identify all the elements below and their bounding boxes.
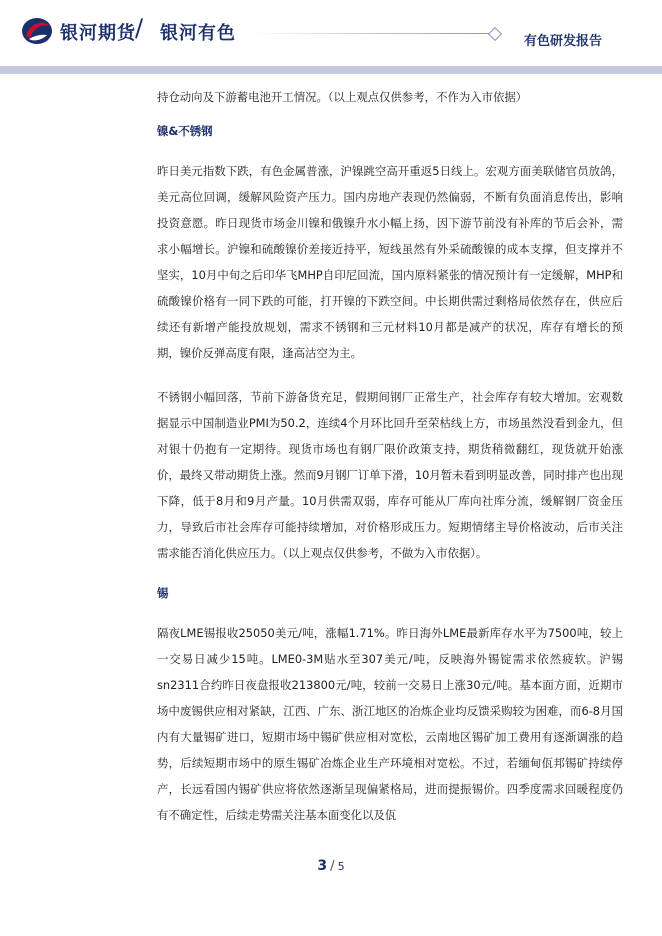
page-separator: / <box>330 859 335 874</box>
section-heading-tin: 锡 <box>157 586 169 600</box>
header-band <box>0 66 662 74</box>
nickel-paragraph-1: 昨日美元指数下跌，有色金属普涨，沪镍跳空高开重返5日线上。宏观方面美联储官员放鸽，美元高位回调，缓解风险资产压力。国内房地产表现仍然偏弱，不断有负面消息传出，影响投资意愿。昨日现货市场金川镍和俄镍升水小幅上扬，因下游节前没有补库的节后会补，需求小幅增长。沪镍和硫酸镍价差接近持平，短线虽然有外采硫酸镍的成本支撑，但支撑并不坚实，10月中旬之后印华飞MHP自印尼回流，国内原料紧张的情况预计有一定缓解，MHP和硫酸镍价格有一同下跌的可能，打开镍的下跌空间。中长期供需过剩格局依然存在，供应后续还有新增产能投放规划，需求不锈钢和三元材料10月都是减产的状况，库存有增长的预期，镍价反弹高度有限，逢高沽空为主。 <box>157 164 623 360</box>
section-heading-nickel: 镍&不锈钢 <box>157 124 213 138</box>
page-total: 5 <box>337 860 345 873</box>
brand-subtitle: 银河有色 <box>160 23 236 44</box>
page-header <box>0 0 662 74</box>
intro-line: 持仓动向及下游蓄电池开工情况。（以上观点仅供参考，不作为入市依据） <box>157 90 528 104</box>
report-body <box>157 84 623 828</box>
page-number <box>0 858 662 874</box>
brand-name: 银河期货 <box>60 23 136 44</box>
report-type-label: 有色研发报告 <box>523 34 602 49</box>
galaxy-futures-logo-icon <box>20 16 54 46</box>
stainless-paragraph: 不锈钢小幅回落，节前下游备货充足，假期间钢厂正常生产，社会库存有较大增加。宏观数据显示中国制造业PMI为50.2，连续4个月环比回升至荣枯线上方，市场虽然没看到金九，但对银十仍抱有一定期待。现货市场也有钢厂限价政策支持，期货稍微翻红，现货就开始涨价，最终又带动期货上涨。然而9月钢厂订单下滑，10月暂未看到明显改善，同时排产也出现下降，低于8月和9月产量。10月供需双弱，库存可能从厂库向社库分流，缓解钢厂资金压力，导致后市社会库存可能持续增加，对价格形成压力。短期情绪主导价格波动，后市关注需求能否消化供应压力。（以上观点仅供参考，不做为入市依据）。 <box>157 390 623 560</box>
header-rule <box>250 33 490 34</box>
brand-separator: / <box>135 14 144 42</box>
tin-paragraph: 隔夜LME锡报收25050美元/吨，涨幅1.71%。昨日海外LME最新库存水平为7500吨，较上一交易日减少15吨。LME0-3M贴水至307美元/吨，反映海外锡锭需求依然疲软。沪锡sn2311合约昨日夜盘报收213800元/吨，较前一交易日上涨30元/吨。基本面方面，近期市场中废锡供应相对紧缺，江西、广东、浙江地区的冶炼企业均反馈采购较为困难，而6-8月国内有大量锡矿进口，短期市场中锡矿供应相对宽松，云南地区锡矿加工费用有逐渐调涨的趋势，后续短期市场中的原生锡矿冶炼企业生产环境相对宽松。不过，若缅甸佤邦锡矿持续停产，长远看国内锡矿供应将依然逐渐呈现偏紧格局，进而提振锡价。四季度需求回暖程度仍有不确定性，后续走势需关注基本面变化以及佤 <box>157 626 623 822</box>
diamond-icon <box>488 27 502 41</box>
page-current: 3 <box>317 858 328 874</box>
